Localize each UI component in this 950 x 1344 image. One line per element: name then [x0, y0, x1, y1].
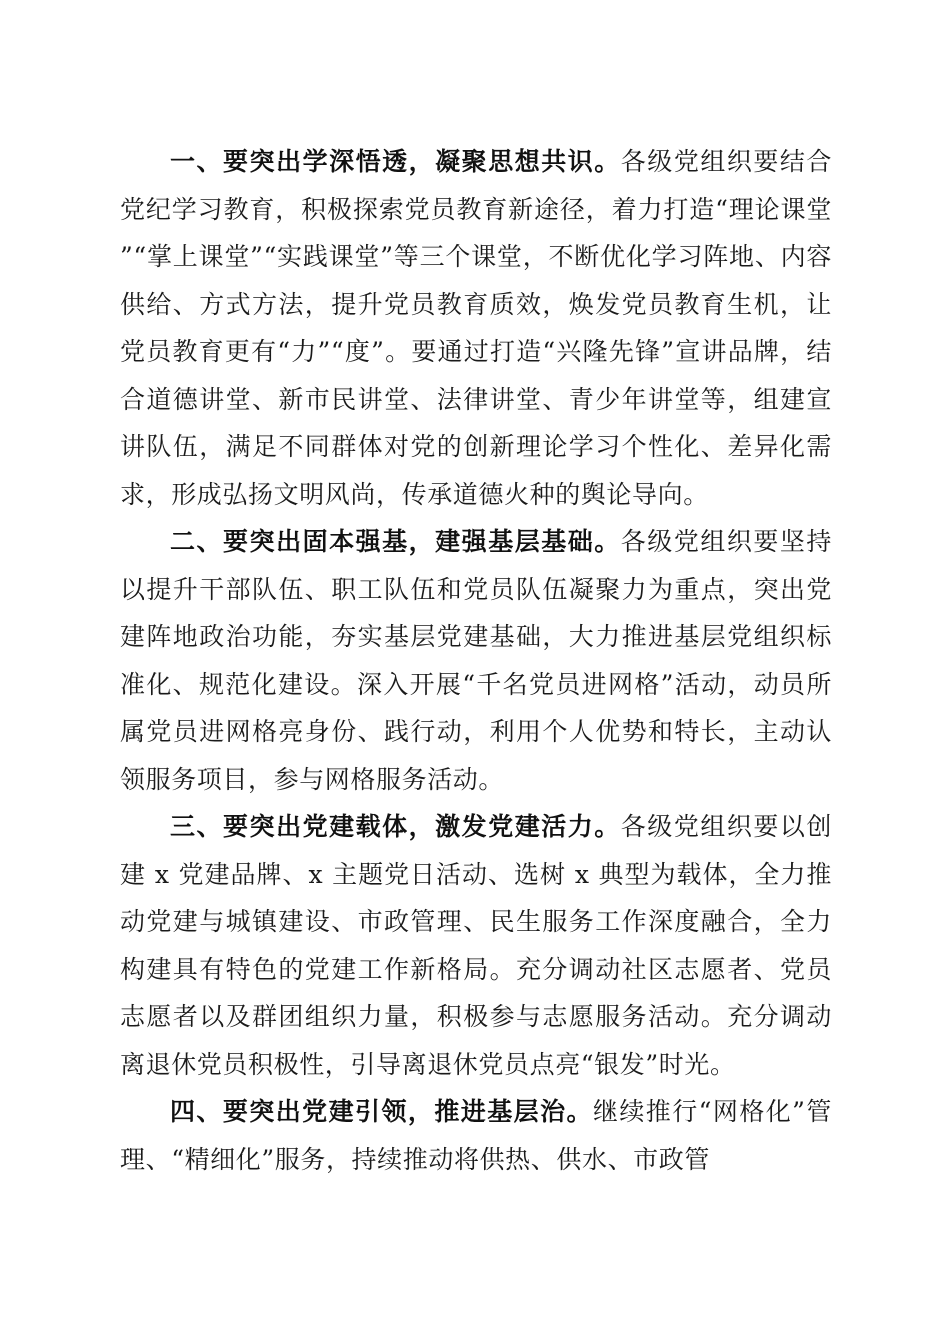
- section-2-heading: 二、要突出固本强基，建强基层基础。: [170, 527, 621, 556]
- document-body: [120, 138, 832, 1183]
- section-1-text: 各级党组织要结合党纪学习教育，积极探索党员教育新途径，着力打造“理论课堂”“掌上课堂”“实践课堂”等三个课堂，不断优化学习阵地、内容供给、方式方法，提升党员教育质效，焕发党员教育生机，让党员教育更有“力”“度”。要通过打造“兴隆先锋”宣讲品牌，结合道德讲堂、新市民讲堂、法律讲堂、青少年讲堂等，组建宣讲队伍，满足不同群体对党的创新理论学习个性化、差异化需求，形成弘扬文明风尚，传承道德火种的舆论导向。: [120, 147, 832, 509]
- section-3-heading: 三、要突出党建载体，激发党建活力。: [170, 812, 621, 841]
- section-1-paragraph: [120, 138, 832, 518]
- section-4-text: 继续推行“网格化”管理、“精细化”服务，持续推动将供热、供水、市政管: [120, 1097, 832, 1174]
- section-1-heading: 一、要突出学深悟透，凝聚思想共识。: [170, 147, 621, 176]
- section-3-paragraph: [120, 803, 832, 1088]
- section-4-heading: 四、要突出党建引领，推进基层治。: [170, 1097, 593, 1126]
- section-2-text: 各级党组织要坚持以提升干部队伍、职工队伍和党员队伍凝聚力为重点，突出党建阵地政治功能，夯实基层党建基础，大力推进基层党组织标准化、规范化建设。深入开展“千名党员进网格”活动，动员所属党员进网格亮身份、践行动，利用个人优势和特长，主动认领服务项目，参与网格服务活动。: [120, 527, 832, 794]
- section-4-paragraph: [120, 1088, 832, 1183]
- section-3-text: 各级党组织要以创建 x 党建品牌、x 主题党日活动、选树 x 典型为载体，全力推动党建与城镇建设、市政管理、民生服务工作深度融合，全力构建具有特色的党建工作新格局。充分调动社区志愿者、党员志愿者以及群团组织力量，积极参与志愿服务活动。充分调动离退休党员积极性，引导离退休党员点亮“银发”时光。: [120, 812, 832, 1079]
- section-2-paragraph: [120, 518, 832, 803]
